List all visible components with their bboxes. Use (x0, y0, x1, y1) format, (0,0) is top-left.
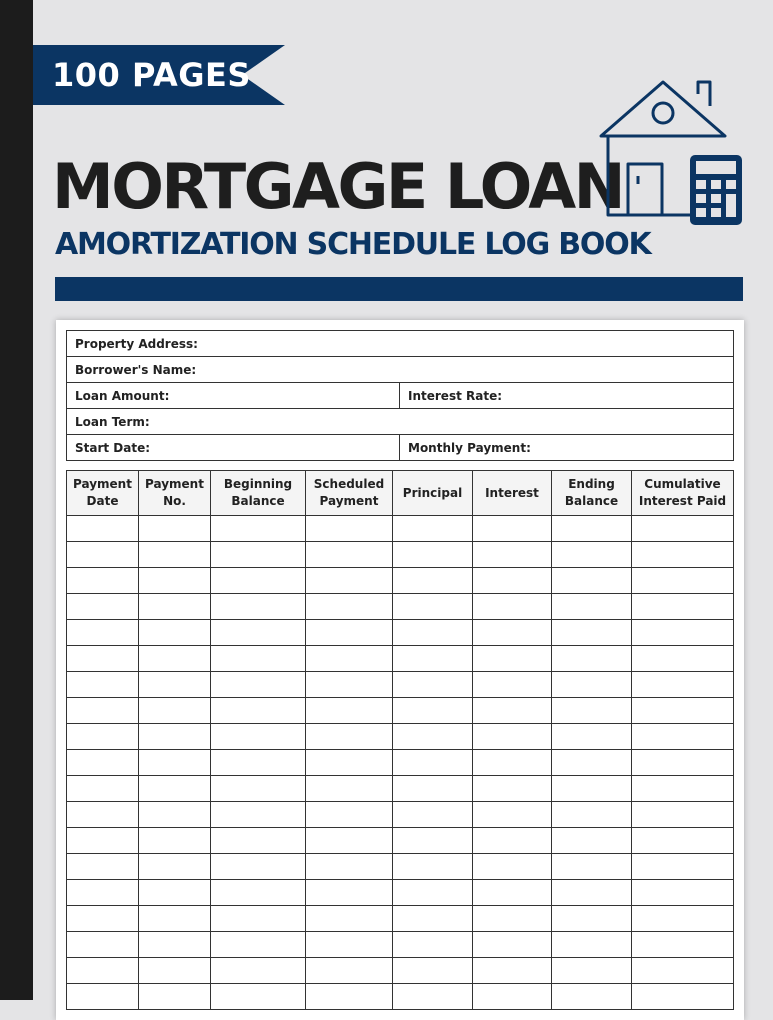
table-cell (632, 854, 734, 880)
table-cell (67, 828, 139, 854)
table-cell (473, 776, 552, 802)
table-cell (552, 880, 632, 906)
table-cell (632, 776, 734, 802)
table-cell (632, 932, 734, 958)
table-cell (393, 828, 473, 854)
table-cell (473, 516, 552, 542)
table-cell (211, 932, 306, 958)
column-header-text: Payment (319, 494, 379, 508)
table-cell (67, 750, 139, 776)
table-cell (306, 750, 393, 776)
table-cell (211, 854, 306, 880)
table-cell (139, 542, 211, 568)
table-cell (393, 776, 473, 802)
table-cell (306, 776, 393, 802)
table-cell (632, 958, 734, 984)
table-cell (393, 854, 473, 880)
log-sheet (56, 320, 744, 1020)
column-header-text: Payment (145, 477, 204, 491)
table-cell (306, 958, 393, 984)
table-cell (393, 568, 473, 594)
table-cell (552, 568, 632, 594)
table-cell (632, 542, 734, 568)
table-cell (632, 906, 734, 932)
table-cell (211, 620, 306, 646)
table-cell (211, 958, 306, 984)
column-header-text: Date (86, 494, 119, 508)
table-cell (139, 750, 211, 776)
table-cell (139, 620, 211, 646)
table-row (67, 542, 734, 568)
table-cell (552, 724, 632, 750)
table-cell (211, 984, 306, 1010)
table-cell (473, 698, 552, 724)
column-header (552, 471, 632, 516)
table-row (67, 854, 734, 880)
table-cell (632, 646, 734, 672)
table-cell (306, 516, 393, 542)
table-cell (67, 620, 139, 646)
table-cell (552, 698, 632, 724)
table-cell (139, 672, 211, 698)
table-cell (306, 594, 393, 620)
cover-title: MORTGAGE LOAN (52, 150, 624, 223)
table-cell (393, 802, 473, 828)
table-cell (139, 724, 211, 750)
table-cell (67, 906, 139, 932)
table-cell (211, 542, 306, 568)
table-cell (211, 672, 306, 698)
table-cell (552, 854, 632, 880)
interest-rate-field: Interest Rate: (400, 383, 734, 409)
column-header (139, 471, 211, 516)
table-cell (473, 880, 552, 906)
table-cell (393, 646, 473, 672)
column-header-text: Ending (568, 477, 615, 491)
loan-term-field: Loan Term: (67, 409, 734, 435)
table-cell (306, 802, 393, 828)
table-row (67, 594, 734, 620)
column-header-text: Balance (231, 494, 285, 508)
column-header-text: Principal (402, 485, 463, 500)
table-row (67, 516, 734, 542)
table-row (67, 984, 734, 1010)
table-row (67, 906, 734, 932)
table-cell (393, 932, 473, 958)
table-cell (139, 646, 211, 672)
pages-banner-label: 100 PAGES (52, 56, 251, 94)
table-cell (552, 542, 632, 568)
column-header (393, 471, 473, 516)
table-cell (552, 620, 632, 646)
table-cell (306, 620, 393, 646)
column-header-text: Payment (73, 477, 132, 491)
column-header-text: Interest (485, 485, 539, 500)
monthly-payment-field: Monthly Payment: (400, 435, 734, 461)
table-cell (306, 906, 393, 932)
table-cell (139, 880, 211, 906)
table-cell (473, 958, 552, 984)
table-cell (306, 828, 393, 854)
column-header (211, 471, 306, 516)
table-cell (393, 620, 473, 646)
table-cell (632, 516, 734, 542)
start-date-field: Start Date: (67, 435, 400, 461)
table-cell (139, 594, 211, 620)
table-cell (211, 750, 306, 776)
table-cell (67, 932, 139, 958)
table-cell (473, 750, 552, 776)
table-cell (473, 542, 552, 568)
table-cell (552, 594, 632, 620)
table-cell (211, 724, 306, 750)
table-row (67, 802, 734, 828)
table-cell (306, 854, 393, 880)
column-header-text: Beginning (223, 477, 293, 491)
table-cell (393, 698, 473, 724)
house-icon (598, 78, 748, 233)
table-cell (552, 802, 632, 828)
table-cell (211, 516, 306, 542)
table-cell (552, 776, 632, 802)
table-cell (67, 958, 139, 984)
table-cell (139, 516, 211, 542)
table-cell (393, 880, 473, 906)
table-cell (139, 698, 211, 724)
table-cell (473, 672, 552, 698)
table-cell (473, 854, 552, 880)
table-cell (306, 672, 393, 698)
column-header-text: No. (163, 494, 186, 508)
column-header (473, 471, 552, 516)
table-cell (306, 984, 393, 1010)
column-header-text: Interest Paid (638, 494, 727, 508)
table-cell (473, 932, 552, 958)
table-cell (306, 932, 393, 958)
table-cell (67, 516, 139, 542)
table-cell (552, 984, 632, 1010)
table-cell (139, 776, 211, 802)
table-cell (139, 984, 211, 1010)
table-cell (67, 776, 139, 802)
table-cell (139, 958, 211, 984)
table-cell (473, 646, 552, 672)
table-cell (211, 568, 306, 594)
table-cell (393, 516, 473, 542)
table-cell (632, 672, 734, 698)
table-cell (473, 620, 552, 646)
table-row (67, 724, 734, 750)
table-row (67, 620, 734, 646)
table-cell (632, 568, 734, 594)
loan-amount-field: Loan Amount: (67, 383, 400, 409)
table-row (67, 568, 734, 594)
borrower-name-field: Borrower's Name: (67, 357, 734, 383)
table-cell (139, 906, 211, 932)
table-cell (393, 906, 473, 932)
table-cell (139, 802, 211, 828)
table-cell (67, 568, 139, 594)
table-cell (306, 698, 393, 724)
table-cell (473, 906, 552, 932)
table-cell (139, 854, 211, 880)
table-cell (473, 984, 552, 1010)
table-row (67, 880, 734, 906)
column-header-text: Scheduled (313, 477, 385, 491)
table-row (67, 672, 734, 698)
table-cell (393, 594, 473, 620)
table-cell (211, 594, 306, 620)
table-cell (67, 672, 139, 698)
table-cell (67, 984, 139, 1010)
table-cell (632, 620, 734, 646)
table-cell (139, 932, 211, 958)
table-row (67, 932, 734, 958)
table-cell (473, 802, 552, 828)
loan-info-table (66, 330, 734, 461)
table-cell (473, 568, 552, 594)
table-cell (393, 984, 473, 1010)
table-cell (139, 568, 211, 594)
property-address-field: Property Address: (67, 331, 734, 357)
table-cell (552, 828, 632, 854)
table-cell (552, 906, 632, 932)
table-cell (67, 594, 139, 620)
cover-subtitle: AMORTIZATION SCHEDULE LOG BOOK (55, 227, 651, 262)
book-spine (0, 0, 33, 1000)
table-cell (632, 698, 734, 724)
table-cell (306, 880, 393, 906)
table-cell (67, 854, 139, 880)
table-cell (552, 750, 632, 776)
table-cell (632, 724, 734, 750)
column-header (632, 471, 734, 516)
table-cell (67, 646, 139, 672)
table-row (67, 750, 734, 776)
table-cell (211, 646, 306, 672)
column-header (67, 471, 139, 516)
table-cell (67, 802, 139, 828)
table-cell (306, 646, 393, 672)
table-row (67, 646, 734, 672)
table-cell (67, 724, 139, 750)
table-cell (67, 698, 139, 724)
table-cell (211, 906, 306, 932)
table-cell (632, 984, 734, 1010)
table-cell (632, 750, 734, 776)
calculator-icon (690, 155, 742, 225)
column-header-text: Balance (564, 494, 619, 508)
table-cell (393, 958, 473, 984)
table-header-row (67, 471, 734, 516)
table-cell (552, 958, 632, 984)
table-cell (306, 542, 393, 568)
table-cell (67, 542, 139, 568)
column-header (306, 471, 393, 516)
table-cell (552, 932, 632, 958)
title-divider-bar (55, 277, 743, 301)
column-header-text: Cumulative (644, 477, 721, 491)
table-cell (473, 828, 552, 854)
table-cell (632, 880, 734, 906)
table-cell (393, 542, 473, 568)
table-cell (552, 516, 632, 542)
table-cell (306, 724, 393, 750)
table-cell (552, 646, 632, 672)
table-cell (211, 880, 306, 906)
table-cell (632, 594, 734, 620)
table-cell (632, 828, 734, 854)
table-row (67, 828, 734, 854)
table-cell (552, 672, 632, 698)
table-cell (632, 802, 734, 828)
table-cell (139, 828, 211, 854)
table-cell (211, 698, 306, 724)
table-cell (306, 568, 393, 594)
table-cell (393, 750, 473, 776)
table-cell (393, 672, 473, 698)
table-row (67, 958, 734, 984)
table-cell (211, 802, 306, 828)
table-cell (473, 724, 552, 750)
amortization-table (66, 470, 734, 1010)
table-cell (211, 828, 306, 854)
table-row (67, 698, 734, 724)
table-cell (473, 594, 552, 620)
table-cell (393, 724, 473, 750)
table-cell (211, 776, 306, 802)
table-cell (67, 880, 139, 906)
table-row (67, 776, 734, 802)
